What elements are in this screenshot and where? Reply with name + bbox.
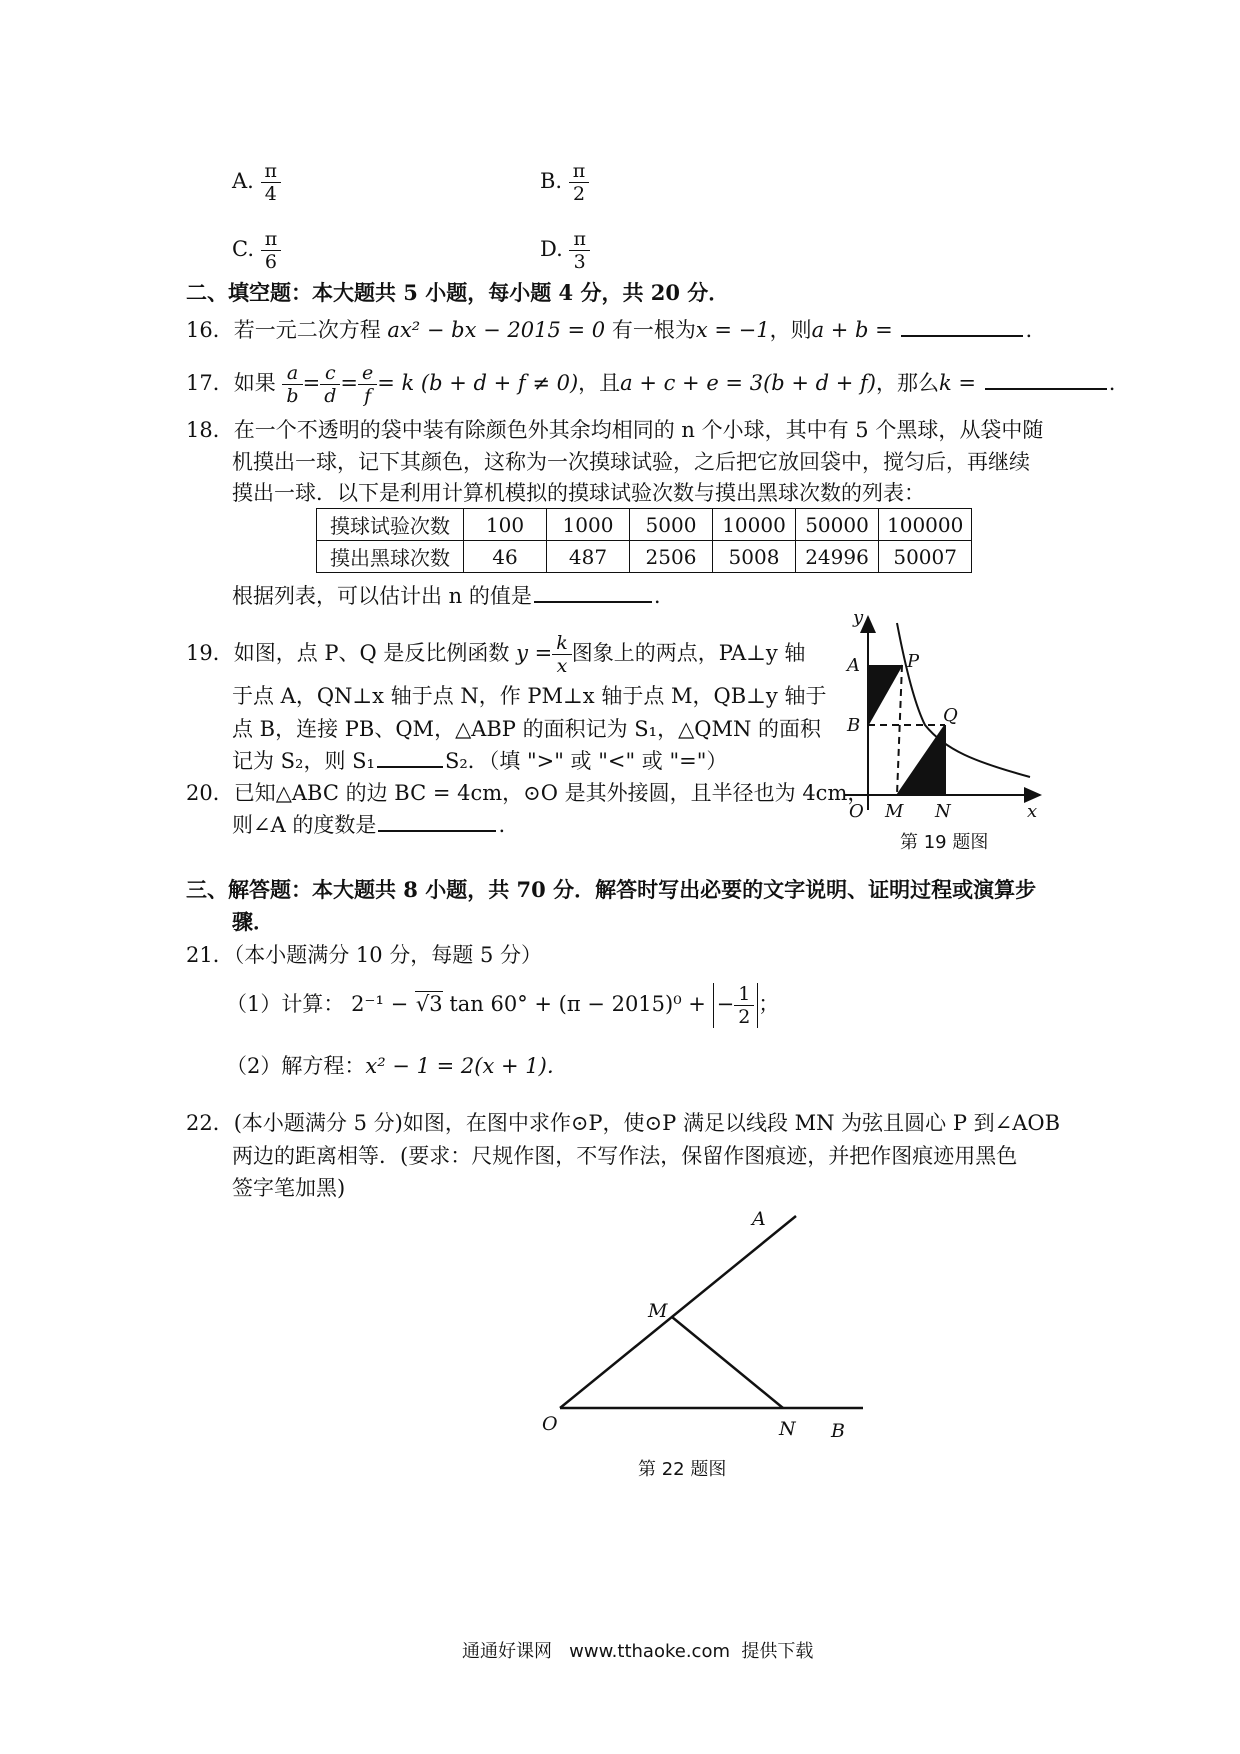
q17-fraction-e-f: $\frac{e}{f}$ [360, 362, 375, 407]
q17-fraction-a-b: $\frac{a}{b}$ [284, 362, 300, 407]
q17-number: 17． [186, 371, 234, 395]
label-m: M [648, 1300, 668, 1322]
question-18-line-2: 机摸出一球，记下其颜色，这称为一次摸球试验，之后把它放回袋中，搅匀后，再继续 [232, 450, 1030, 474]
q16-equation: ax² − bx − 2015 = 0 [387, 318, 606, 342]
q17-fraction-c-d: $\frac{c}{d}$ [322, 362, 338, 407]
question-22-line-1 [186, 1107, 1060, 1139]
q18-data-table [316, 508, 972, 573]
q16-pre: 若一元二次方程 [233, 318, 381, 342]
q18-answer-blank[interactable] [534, 583, 652, 603]
option-c [232, 228, 281, 273]
table-cell: 46 [464, 541, 547, 573]
question-19-line-4 [232, 745, 727, 777]
q21-part-2 [226, 1050, 568, 1082]
q16-ask: a + b = [811, 318, 893, 342]
question-19-line-1: 19．如图，点 P、Q 是反比例函数 y = $\frac{k}{x}$ 图象上的两点，PA⊥y 轴 [186, 632, 806, 677]
section2-heading: 二、填空题：本大题共 5 小题，每小题 4 分，共 20 分． [186, 280, 730, 305]
question-19-line-3: 点 B，连接 PB、QM，△ABP 的面积记为 S₁，△QMN 的面积 [232, 717, 822, 741]
question-18-line-4 [232, 580, 661, 612]
table-cell: 50000 [796, 509, 879, 541]
q17-end: . [1108, 371, 1116, 395]
table-cell: 24996 [796, 541, 879, 573]
q20-text-2: 则∠A 的度数是 [232, 813, 377, 837]
table-cell: 10000 [713, 509, 796, 541]
question-20-line-2 [232, 809, 505, 841]
q21-number: 21． [186, 943, 234, 967]
q16-mid: 有一根为 [611, 318, 696, 342]
table-row [317, 541, 972, 573]
table-cell: 1000 [547, 509, 630, 541]
q19-text-4a: 记为 S₂，则 S₁ [232, 749, 375, 773]
label-p: P [907, 651, 920, 672]
q21-part2-label: （2）解方程： [226, 1054, 366, 1078]
label-a: A [847, 655, 860, 676]
question-22-line-2: 两边的距离相等．(要求：尺规作图，不写作法，保留作图痕迹，并把作图痕迹用黑色 [232, 1144, 1018, 1168]
label-q: Q [943, 705, 958, 726]
q21-fraction-1-2: $\frac{1}{2}$ [736, 983, 752, 1028]
option-a-letter: A. [232, 169, 254, 193]
q17-pre: 如果 [233, 371, 276, 395]
label-o: O [849, 801, 864, 820]
q21-part1-label: （1）计算： [226, 992, 345, 1016]
label-m: M [885, 801, 904, 820]
q17-condition: = k (b + d + f ≠ 0) [377, 371, 579, 395]
q22-number: 22． [186, 1111, 234, 1135]
table-cell: 5000 [630, 509, 713, 541]
question-16 [186, 314, 1032, 346]
q17-post: ，那么 [876, 371, 940, 395]
table-cell: 摸出黑球次数 [317, 541, 464, 573]
option-b [540, 160, 589, 205]
option-b-fraction: $\frac{\pi}{2}$ [571, 160, 588, 205]
table-cell: 50007 [879, 541, 972, 573]
q21-part1-end: ； [758, 992, 780, 1016]
label-n: N [779, 1418, 796, 1440]
q21-part2-equation: x² − 1 = 2(x + 1)． [365, 1054, 568, 1078]
q22-figure-caption: 第 22 题图 [638, 1459, 727, 1480]
option-c-fraction: $\frac{\pi}{6}$ [263, 228, 280, 273]
q17-answer-blank[interactable] [985, 370, 1107, 390]
table-cell: 5008 [713, 541, 796, 573]
q21-part-1 [226, 983, 779, 1028]
q20-text-1: 已知△ABC 的边 BC = 4cm，⊙O 是其外接圆，且半径也为 4cm， [233, 781, 869, 805]
q19-answer-blank[interactable] [377, 748, 443, 768]
option-b-letter: B. [540, 169, 563, 193]
q19-text-4b: S₂．（填 ">" 或 "<" 或 "="） [444, 749, 728, 773]
table-cell: 摸球试验次数 [317, 509, 464, 541]
question-21-head [186, 939, 542, 971]
question-18-line-3: 摸出一球．以下是利用计算机模拟的摸球试验次数与摸出黑球次数的列表： [232, 481, 925, 505]
q18-text-1: 在一个不透明的袋中装有除颜色外其余均相同的 n 个小球，其中有 5 个黑球，从袋中随 [233, 418, 1044, 442]
label-x: x [1027, 801, 1038, 820]
table-cell: 100000 [879, 509, 972, 541]
label-a: A [752, 1208, 766, 1230]
q17-mid: ，且 [578, 371, 621, 395]
label-b: B [847, 715, 861, 736]
table-cell: 100 [464, 509, 547, 541]
q20-end: . [498, 813, 506, 837]
q19-figure-caption: 第 19 题图 [900, 832, 989, 853]
q17-ask: k = [939, 371, 977, 395]
hyperbola-curve [897, 623, 1030, 777]
q16-number: 16． [186, 318, 234, 342]
q19-text-1a: 如图，点 P、Q 是反比例函数 [233, 641, 510, 665]
option-a-fraction: $\frac{\pi}{4}$ [263, 160, 280, 205]
question-22-line-3: 签字笔加黑) [232, 1176, 346, 1200]
q20-number: 20． [186, 781, 234, 805]
section3-heading-line-2: 骤． [232, 909, 274, 934]
table-cell: 2506 [630, 541, 713, 573]
q17-equation: a + c + e = 3(b + d + f) [620, 371, 877, 395]
q22-figure [520, 1205, 880, 1445]
q19-number: 19． [186, 641, 234, 665]
option-a [232, 160, 281, 205]
option-d-letter: D. [540, 237, 563, 261]
question-17: 17．如果 $\frac{a}{b}$ = $\frac{c}{d}$ = $\frac{e}{f}$ = k (b + d + f ≠ 0)，且a + c + e = 3(b + d + f)，那么k = . [186, 362, 1116, 407]
label-n: N [935, 801, 951, 820]
segment-mn [672, 1317, 783, 1408]
option-c-letter: C. [232, 237, 254, 261]
q21-absolute-value: − $\frac{1}{2}$ [713, 983, 759, 1028]
option-d-fraction: $\frac{\pi}{3}$ [571, 228, 588, 273]
q16-end: . [1025, 318, 1033, 342]
q16-root: x = −1 [695, 318, 770, 342]
option-d [540, 228, 590, 273]
q16-post: ，则 [769, 318, 812, 342]
q20-answer-blank[interactable] [378, 812, 496, 832]
footer-text: 通通好课网 www.tthaoke.com 提供下载 [462, 1641, 814, 1662]
q22-text-1: (本小题满分 5 分)如图，在图中求作⊙P，使⊙P 满足以线段 MN 为弦且圆心 P 到∠AOB [233, 1111, 1061, 1135]
table-cell: 487 [547, 541, 630, 573]
label-b: B [831, 1420, 845, 1442]
table-row [317, 509, 972, 541]
sqrt-three: √3 [415, 992, 443, 1016]
q19-fraction-k-x: $\frac{k}{x}$ [554, 632, 570, 677]
q16-answer-blank[interactable] [901, 317, 1023, 337]
label-o: O [542, 1413, 558, 1435]
q21-head-text: （本小题满分 10 分，每题 5 分） [233, 943, 543, 967]
q18-number: 18． [186, 418, 234, 442]
question-20-line-1 [186, 777, 868, 809]
q18-end: . [653, 584, 661, 608]
pm-dashed [897, 665, 902, 795]
question-19-line-2: 于点 A，QN⊥x 轴于点 N，作 PM⊥x 轴于点 M，QB⊥y 轴于 [232, 684, 827, 708]
q18-text-4: 根据列表，可以估计出 n 的值是 [232, 584, 532, 608]
q21-expr-b: tan 60° + (π − 2015)⁰ + [449, 992, 706, 1016]
q21-expr-a: 2⁻¹ − [351, 992, 415, 1016]
question-18-line-1 [186, 414, 1043, 446]
label-y: y [853, 607, 864, 628]
q19-text-1b: 图象上的两点，PA⊥y 轴 [571, 641, 806, 665]
ray-oa [560, 1216, 796, 1408]
section3-heading-line-1: 三、解答题：本大题共 8 小题，共 70 分．解答时写出必要的文字说明、证明过程或演算步 [186, 877, 1037, 902]
